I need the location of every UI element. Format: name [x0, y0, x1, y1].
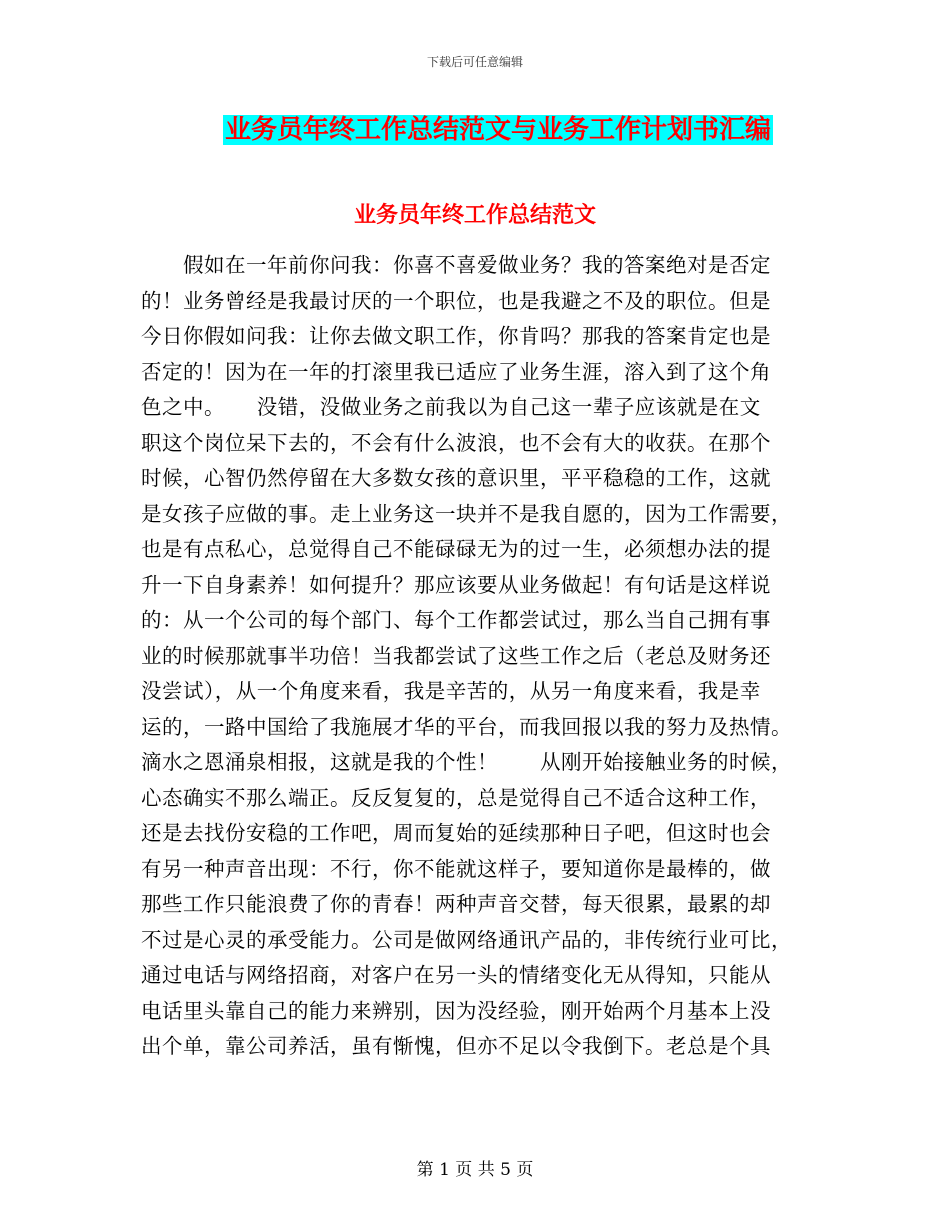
- body-line: 电话里头靠自己的能力来辨别，因为没经验，刚开始两个月基本上没: [141, 998, 771, 1023]
- body-line: 的：从一个公司的每个部门、每个工作都尝试过，那么当自己拥有事: [141, 608, 771, 632]
- document-body: [141, 248, 817, 1065]
- body-line: 色之中。 没错，没做业务之前我以为自己这一辈子应该就是在文: [141, 395, 761, 419]
- document-main-title: [0, 113, 950, 147]
- body-line: 是女孩子应做的事。走上业务这一块并不是我自愿的，因为工作需要，: [141, 501, 792, 526]
- body-line: 还是去找份安稳的工作吧，周而复始的延续那种日子吧，但这时也会: [141, 821, 771, 845]
- body-line: 不过是心灵的承受能力。公司是做网络通讯产品的，非传统行业可比，: [141, 927, 792, 952]
- body-line: 职这个岗位呆下去的，不会有什么波浪，也不会有大的收获。在那个: [141, 430, 771, 455]
- body-line: 通过电话与网络招商，对客户在另一头的情绪变化无从得知，只能从: [141, 963, 771, 987]
- body-line: 今日你假如问我：让你去做文职工作，你肯吗？那我的答案肯定也是: [141, 324, 771, 348]
- main-title-text: 业务员年终工作总结范文与业务工作计划书汇编: [224, 115, 771, 145]
- body-line: 运的，一路中国给了我施展才华的平台，而我回报以我的努力及热情。: [141, 714, 792, 739]
- body-line: 假如在一年前你问我：你喜不喜爱做业务？我的答案绝对是否定: [141, 253, 771, 277]
- body-line: 否定的！因为在一年的打滚里我已适应了业务生涯，溶入到了这个角: [141, 359, 771, 384]
- header-note: 下载后可任意编辑: [426, 55, 523, 69]
- body-line: 有另一种声音出现：不行，你不能就这样子，要知道你是最棒的，做: [141, 856, 771, 881]
- body-line: 的！业务曾经是我最讨厌的一个职位，也是我避之不及的职位。但是: [141, 288, 771, 313]
- page-number-footer: 第 1 页 共 5 页: [416, 1160, 534, 1180]
- body-line: 出个单，靠公司养活，虽有惭愧，但亦不足以令我倒下。老总是个具: [141, 1034, 771, 1058]
- body-line: 没尝试），从一个角度来看，我是辛苦的，从另一角度来看，我是幸: [141, 679, 761, 703]
- body-line: 滴水之恩涌泉相报，这就是我的个性！ 从刚开始接触业务的时候，: [141, 750, 792, 774]
- body-line: 升一下自身素养！如何提升？那应该要从业务做起！有句话是这样说: [141, 572, 771, 597]
- body-line: 心态确实不那么端正。反反复复的，总是觉得自己不适合这种工作，: [141, 785, 771, 810]
- section-title: 业务员年终工作总结范文: [353, 203, 596, 228]
- body-line: 业的时候那就事半功倍！当我都尝试了这些工作之后（老总及财务还: [141, 643, 771, 668]
- body-line: 也是有点私心，总觉得自己不能碌碌无为的过一生，必须想办法的提: [141, 537, 771, 561]
- body-line: 那些工作只能浪费了你的青春！两种声音交替，每天很累，最累的却: [141, 892, 771, 916]
- body-line: 时候，心智仍然停留在大多数女孩的意识里，平平稳稳的工作，这就: [141, 466, 771, 490]
